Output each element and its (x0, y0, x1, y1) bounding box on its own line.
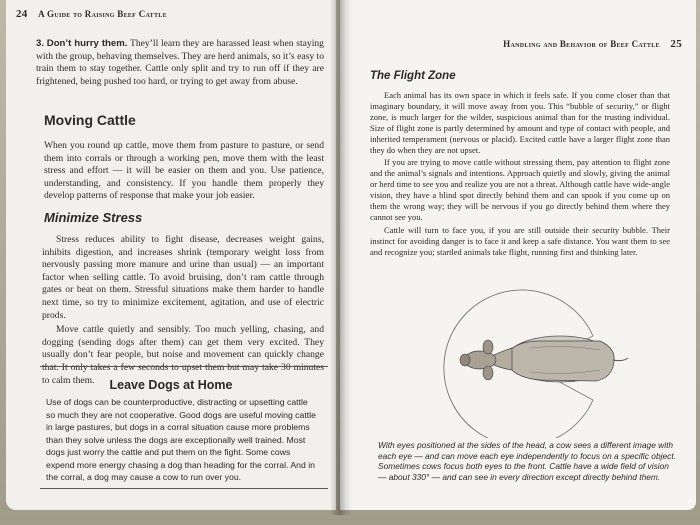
paragraph: If you are trying to move cattle without stressing them, pay attention to flight zone and the animal’s signals and intentions. Approach quietly and slowly, giving the animal or herd time to see you and realize you are not a threat. Although cattle have wide-angle vision, they have a blind spot directly behind them and can spook if you come up on them the wrong way; they will be nervous if you go directly behind them where they cannot see you. (370, 157, 670, 222)
sidebar-title: Leave Dogs at Home (109, 378, 233, 392)
sidebar-bottom-rule (40, 488, 328, 489)
subsection-title-minimize-stress: Minimize Stress (44, 210, 143, 225)
left-page-number: 24 (16, 8, 28, 20)
left-page (6, 0, 336, 510)
paragraph: Cattle will turn to face you, if you are still outside their security bubble. Their instinct for avoiding danger is to face it and keep a safe distance. You want them to see and recognize you; startled animals take flight, running first and thinking later. (370, 224, 670, 257)
paragraph: Move cattle quietly and sensibly. Too much yelling, chasing, and dogging (sending dogs after them) can get them very excited. They usually don’t fear people, but noise and movement can quickly change that. It only takes a few seconds to upset them but may take 30 minutes to calm them. (42, 324, 324, 386)
paragraph: Each animal has its own space in which it feels safe. If you come closer than that imaginary boundary, it will move away from you. This “bubble of security,” or flight zone, is much larger for the wilder, suspicious animal than for the trusting individual. Size of flight zone is partly determined by amount and type of contact with people, and inherited temperament (nervous or placid). Excited cattle have a larger flight zone than they do when they are not upset. (370, 90, 670, 155)
list-item-3 (36, 38, 324, 88)
right-running-head: Handling and Behavior of Beef Cattle (503, 39, 660, 49)
section-title-moving-cattle: Moving Cattle (44, 112, 136, 128)
sidebar-top-rule (40, 366, 328, 367)
left-running-head: A Guide to Raising Beef Cattle (38, 9, 167, 19)
right-page (340, 0, 696, 510)
flight-zone-body (370, 90, 670, 260)
right-page-number: 25 (670, 38, 682, 50)
paragraph: Stress reduces ability to fight disease, decreases weight gains, inhibits digestion, and increases shrink (temporary weight loss from nervously passing more manure and urine than usual) — an important factor when selling cattle. To avoid bruising, don’t ram cattle through gates or beat on them. Stressful situations make them harder to handle next time, so try to minimize excitement, agitation, and use of electric prods. (42, 234, 324, 321)
moving-cattle-body: When you round up cattle, move them from pasture to pasture, or send them into corrals or through a working pen, move them with the least stress and effort — it will be easier on them and you. Use patience, understanding, and consistency. If you handle them properly they develop patterns of response that make your job easier. (44, 140, 324, 202)
sidebar-text: Use of dogs can be counterproductive, distracting or upsetting cattle so much they are not cooperative. Good dogs are useful moving cattle in large pastures, but dogs in a corral situation cause more problems than they solve unless the dogs are exceptionally well trained. Most dogs just worry the cattle and put them on the fight. Some cows expend more energy chasing a dog than heading for the corral. And in the corral, a dog may cause a cow to run over you. (46, 397, 316, 482)
list-lead: Don’t hurry them. (46, 38, 128, 49)
section-title-flight-zone: The Flight Zone (370, 70, 456, 82)
cow-vision-diagram-icon (400, 286, 670, 438)
book-gutter (330, 0, 352, 515)
list-text: They’ll learn they are harassed least when staying with the group, behaving themselves. They are herd animals, so it’s easy to train them to stay together. Cattle only split and try to run off if they are frightened, being pushed too hard, or trying to get away from abuse. (36, 38, 324, 87)
figure-caption: With eyes positioned at the sides of the head, a cow sees a different image with each eye — and can move each eye independently to focus on a specific object. Sometimes cows focus both eyes to the front. Cattle have a wide field of vision — about 330° — and can see in every direction except directly behind them. (378, 440, 676, 482)
left-running-header (16, 8, 167, 20)
list-number: 3. (36, 38, 45, 49)
right-running-header (503, 38, 682, 50)
